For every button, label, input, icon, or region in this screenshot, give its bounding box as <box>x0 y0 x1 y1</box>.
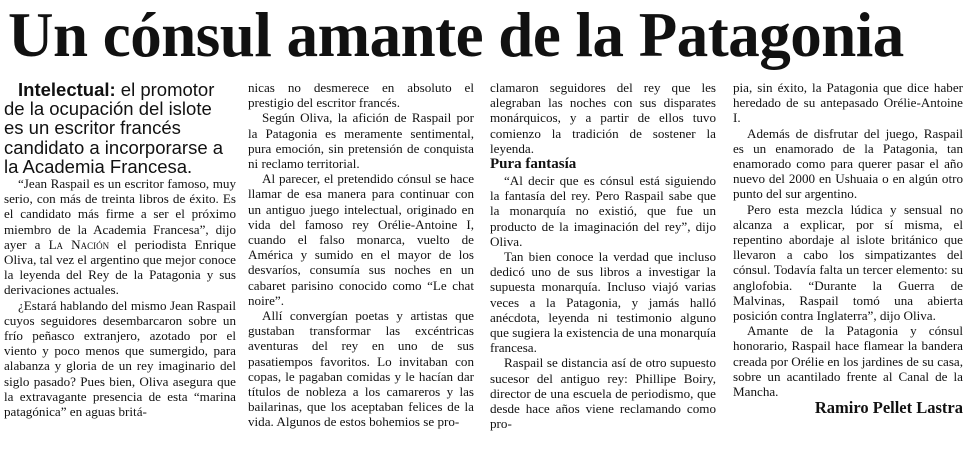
headline: Un cónsul amante de la Patagonia <box>8 0 904 70</box>
paragraph: Raspail se distancia así de otro supuesto sucesor del antiguo rey: Phillipe Boiry, director de una escuela de periodismo, que desde hace años viene reclamando como pro- <box>490 355 716 432</box>
paragraph-text: “Jean Raspail es un escritor famoso, muy serio, con más de treinta libros de éxito. Es el candidato más firme a ser el próximo miembro de la Academia Francesa”, dijo ayer a <box>4 176 236 252</box>
byline: Ramiro Pellet Lastra <box>814 398 963 418</box>
paragraph: Al parecer, el pretendido cónsul se hace llamar de esa manera para continuar con un antiguo juego intelectual, originado en vida del famoso rey Orélie-Antoine I, cuando el falso monarca, vuelto de América y sumido en el mayor de los desvaríos, consumía sus noches en un cabaret parisino conocido como “Le chat noire”. <box>248 171 474 308</box>
paragraph: Tan bien conoce la verdad que incluso dedicó uno de sus libros a investigar la supuesta monarquía. Incluso viajó varias veces a la Patagonia, y jamás halló anécdota, leyenda ni testimonio alguno que sugiera la existencia de una monarquía francesa. <box>490 249 716 356</box>
paragraph <box>4 176 236 298</box>
paragraph: Allí convergían poetas y artistas que gustaban transformar las excéntricas aventuras del rey en uno de sus pasatiempos favoritos. Lo invitaban con copas, le pagaban comidas y le hacían dar títulos de nobleza a los camareros y las bailarinas, que los aceptaban felices de la vida. Algunos de estos bohemios se pro- <box>248 308 474 430</box>
newspaper-name: La Nación <box>48 236 110 252</box>
paragraph: Además de disfrutar del juego, Raspail es un enamorado de la Patagonia, tan enamorado como para querer pasar el año nuevo del 2000 en Ushuaia o en algún otro punto del sur argentino. <box>733 125 963 202</box>
paragraph-text: el periodista Enrique Oliva, tal vez el argentino que mejor conoce la leyenda del Rey de la Patagonia y sus derivaciones actuales. <box>4 236 236 298</box>
column-1 <box>4 80 236 419</box>
paragraph: nicas no desmerece en absoluto el prestigio del escritor francés. <box>248 80 474 111</box>
paragraph: “Al decir que es cónsul está siguiendo la fantasía del rey. Pero Raspail sabe que la monarquía no existió, que fue un producto de la imaginación del rey”, dijo Oliva. <box>490 173 716 249</box>
subheading: Pura fantasía <box>490 156 577 173</box>
paragraph: pia, sin éxito, la Patagonia que dice haber heredado de su antepasado Orélie-Antoine I. <box>733 80 963 126</box>
paragraph: Pero esta mezcla lúdica y sensual no alcanza a explicar, por sí misma, el repentino abordaje al islote británico que llevaron a cabo los simpatizantes del cónsul. Todavía falta un tercer elemento: su anglofobia. “Durante la Guerra de Malvinas, Raspail tomó una abierta posición contra Inglaterra”, dijo Oliva. <box>733 201 963 324</box>
lead-kicker: Intelectual: <box>18 79 116 100</box>
column-3 <box>490 80 716 431</box>
column-2 <box>248 80 474 430</box>
paragraph: ¿Estará hablando del mismo Jean Raspail cuyos seguidores desembarcaron sobre un frío peñasco extranjero, azotado por el viento y poco menos que sumergido, para alabanza y gloria de un rey imaginario del siglo pasado? Pues bien, Oliva asegura que la extravagante presencia de esta “marina patagónica” en aguas britá- <box>4 297 236 420</box>
paragraph: Según Oliva, la afición de Raspail por la Patagonia es meramente sentimental, pura emoción, sin pretensión de conquista ni reclamo territorial. <box>248 110 474 172</box>
paragraph: clamaron seguidores del rey que les alegraban las noches con sus disparates monárquicos, y a partir de ellos tuvo comienzo la tradición de sostener la leyenda. <box>490 80 716 156</box>
column-4 <box>733 80 963 417</box>
lead-summary <box>4 80 236 176</box>
lead-text: el promotor de la ocupación del islote es un escritor francés candidato a incorporarse a la Academia Francesa. <box>4 79 224 177</box>
paragraph: Amante de la Patagonia y cónsul honorario, Raspail hace flamear la bandera creada por Orélie en los jardines de su casa, sobre un acantilado frente al Canal de la Mancha. <box>733 323 963 400</box>
